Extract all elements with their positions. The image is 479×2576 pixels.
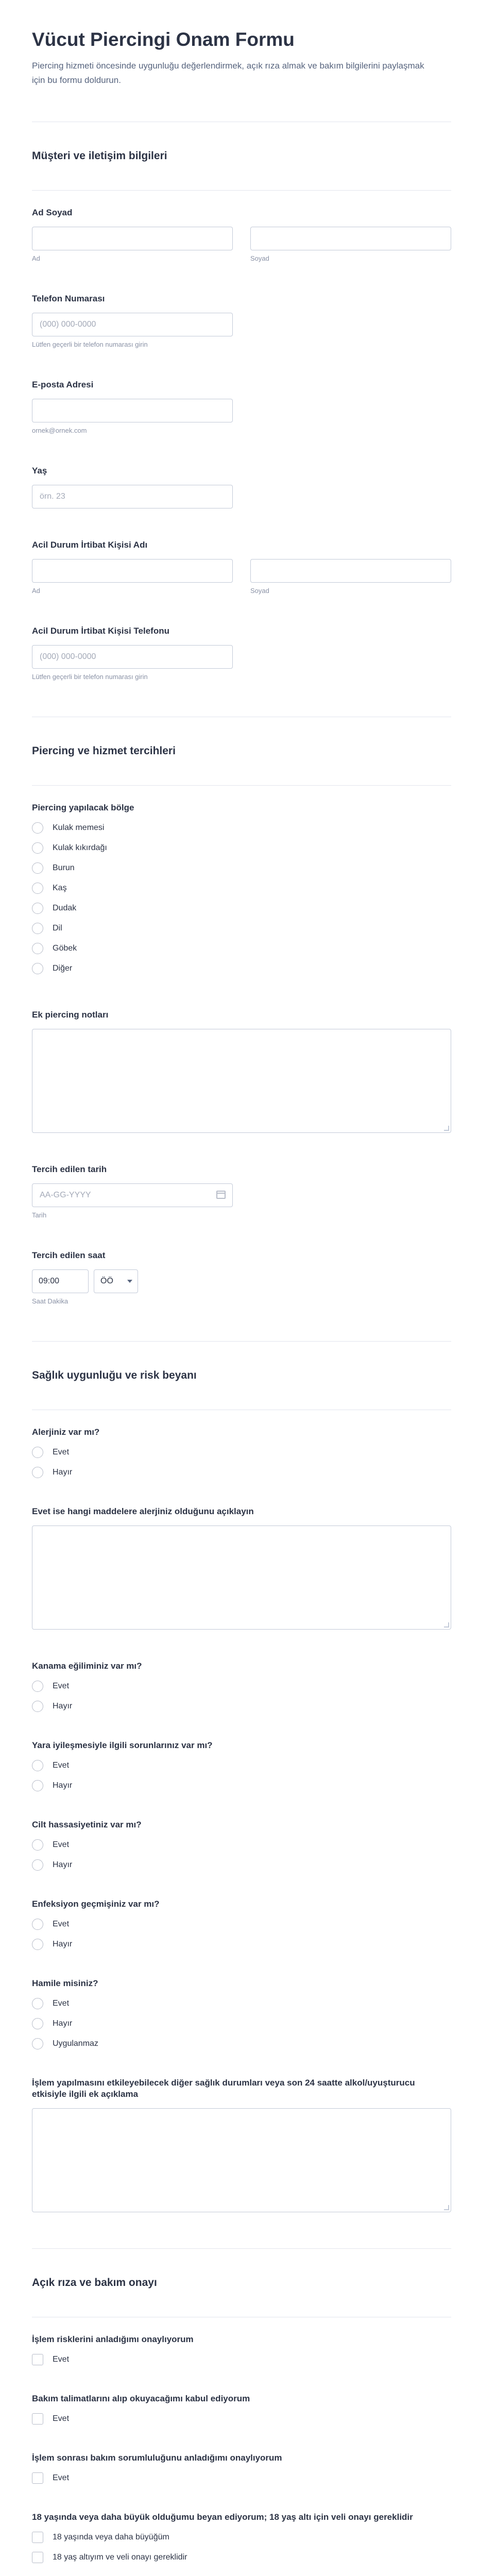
option-evet[interactable] bbox=[32, 1835, 451, 1855]
infection-field bbox=[32, 1899, 451, 1954]
resize-grip-icon[interactable] bbox=[444, 1622, 449, 1628]
option-kas[interactable] bbox=[32, 878, 451, 898]
option-label: Uygulanmaz bbox=[53, 2039, 98, 2048]
emergency-phone-field bbox=[32, 625, 451, 681]
preferred-date-field bbox=[32, 1164, 451, 1219]
radio-button[interactable] bbox=[32, 963, 43, 974]
bleeding-field bbox=[32, 1660, 451, 1716]
field-label: Cilt hassasiyetiniz var mı? bbox=[32, 1820, 142, 1829]
option-label: Hayır bbox=[53, 1860, 73, 1869]
field-label: İşlem yapılmasını etkileyebilecek diğer sağlık durumları veya son 24 saatte alkol/uyuşturucu etkisiyle ilgili ek açıklama bbox=[32, 2078, 415, 2099]
field-label: Ad Soyad bbox=[32, 208, 73, 217]
email-input[interactable] bbox=[32, 399, 233, 422]
full-name-field bbox=[32, 207, 451, 262]
radio-button[interactable] bbox=[32, 1467, 43, 1478]
option-evet[interactable] bbox=[32, 1755, 451, 1775]
field-label: İşlem risklerini anladığımı onaylıyorum bbox=[32, 2334, 194, 2344]
radio-button[interactable] bbox=[32, 1701, 43, 1712]
section-piercing bbox=[32, 717, 451, 1342]
preferred-time-field bbox=[32, 1250, 451, 1305]
option-label: Evet bbox=[53, 1919, 70, 1928]
pregnant-field bbox=[32, 1978, 451, 2054]
radio-button[interactable] bbox=[32, 883, 43, 894]
other-health-textarea[interactable] bbox=[32, 2108, 451, 2212]
radio-button[interactable] bbox=[32, 923, 43, 934]
emergency-first-name-input[interactable] bbox=[32, 559, 233, 583]
ampm-select[interactable] bbox=[94, 1269, 138, 1293]
option-dudak[interactable] bbox=[32, 898, 451, 918]
field-label: Tercih edilen tarih bbox=[32, 1164, 107, 1174]
emergency-phone-input[interactable]: (000) 000-0000 bbox=[32, 645, 233, 669]
ampm-value: ÖÖ bbox=[100, 1277, 113, 1285]
checkbox[interactable] bbox=[32, 2472, 43, 2484]
section-contact bbox=[32, 122, 451, 717]
chevron-down-icon bbox=[127, 1280, 132, 1283]
field-label: 18 yaşında veya daha büyük olduğumu beyan ediyorum; 18 yaş altı için veli onayı gereklidir bbox=[32, 2512, 413, 2522]
option-label: Hayır bbox=[53, 1701, 73, 1710]
sublabel: Saat Dakika bbox=[32, 1297, 69, 1305]
option-hayir[interactable] bbox=[32, 1462, 451, 1482]
radio-button[interactable] bbox=[32, 1859, 43, 1871]
field-label: Enfeksiyon geçmişiniz var mı? bbox=[32, 1899, 160, 1909]
section-title: Piercing ve hizmet tercihleri bbox=[32, 717, 451, 786]
field-label: Telefon Numarası bbox=[32, 294, 105, 303]
option-label: Evet bbox=[53, 1447, 70, 1456]
option-dil[interactable] bbox=[32, 918, 451, 938]
option-kulak-kikirdagi[interactable] bbox=[32, 838, 451, 858]
calendar-icon[interactable] bbox=[216, 1191, 226, 1199]
checkbox[interactable] bbox=[32, 2552, 43, 2563]
option-hayir[interactable] bbox=[32, 2013, 451, 2033]
field-label: Acil Durum İrtibat Kişisi Telefonu bbox=[32, 626, 169, 636]
option-label: Hayır bbox=[53, 2019, 73, 2028]
option-label: Kulak memesi bbox=[53, 823, 105, 832]
other-health-field bbox=[32, 2077, 451, 2212]
radio-button[interactable] bbox=[32, 1998, 43, 2009]
radio-button[interactable] bbox=[32, 822, 43, 834]
option-label: Evet bbox=[53, 1998, 70, 2008]
allergy-detail-textarea[interactable] bbox=[32, 1526, 451, 1630]
option-uygulanmaz[interactable] bbox=[32, 2033, 451, 2054]
field-label: Yaş bbox=[32, 466, 47, 476]
risk-consent-field bbox=[32, 2334, 451, 2369]
option-evet[interactable] bbox=[32, 1676, 451, 1696]
field-label: Ek piercing notları bbox=[32, 1010, 109, 1020]
piercing-notes-field bbox=[32, 1009, 451, 1133]
option-gobek[interactable] bbox=[32, 938, 451, 958]
option-kulak-memesi[interactable] bbox=[32, 818, 451, 838]
sublabel: Soyad bbox=[250, 255, 269, 262]
option-hayir[interactable] bbox=[32, 1934, 451, 1954]
field-label: Tercih edilen saat bbox=[32, 1250, 106, 1260]
responsibility-consent-field bbox=[32, 2452, 451, 2488]
option-label: Evet bbox=[53, 2473, 70, 2482]
option-burun[interactable] bbox=[32, 858, 451, 878]
radio-button[interactable] bbox=[32, 1447, 43, 1458]
field-label: İşlem sonrası bakım sorumluluğunu anladığımı onaylıyorum bbox=[32, 2453, 282, 2463]
radio-button[interactable] bbox=[32, 2038, 43, 2049]
option-minor[interactable] bbox=[32, 2547, 451, 2567]
checkbox[interactable] bbox=[32, 2354, 43, 2365]
piercing-location-field bbox=[32, 802, 451, 978]
radio-button[interactable] bbox=[32, 1681, 43, 1692]
checkbox[interactable] bbox=[32, 2413, 43, 2425]
option-label: Göbek bbox=[53, 943, 77, 953]
sublabel: Ad bbox=[32, 587, 40, 595]
field-label: Kanama eğiliminiz var mı? bbox=[32, 1661, 142, 1671]
emergency-name-field bbox=[32, 539, 451, 595]
section-title: Sağlık uygunluğu ve risk beyanı bbox=[32, 1342, 451, 1410]
option-label: 18 yaşında veya daha büyüğüm bbox=[53, 2532, 169, 2541]
radio-button[interactable] bbox=[32, 1760, 43, 1771]
age-input[interactable]: örn. 23 bbox=[32, 485, 233, 509]
age-confirm-field bbox=[32, 2512, 451, 2567]
field-label: Hamile misiniz? bbox=[32, 1978, 98, 1988]
option-label: Dil bbox=[53, 923, 62, 933]
option-label: Evet bbox=[53, 2354, 70, 2364]
option-hayir[interactable] bbox=[32, 1775, 451, 1795]
skin-field bbox=[32, 1819, 451, 1875]
care-consent-field bbox=[32, 2393, 451, 2429]
sublabel: Lütfen geçerli bir telefon numarası girin bbox=[32, 341, 148, 348]
sublabel: Lütfen geçerli bir telefon numarası girin bbox=[32, 673, 148, 681]
option-label: Evet bbox=[53, 1681, 70, 1690]
radio-button[interactable] bbox=[32, 862, 43, 874]
email-field bbox=[32, 379, 451, 434]
first-name-input[interactable] bbox=[32, 227, 233, 250]
resize-grip-icon[interactable] bbox=[444, 1126, 449, 1131]
healing-field bbox=[32, 1740, 451, 1795]
option-evet[interactable] bbox=[32, 1993, 451, 2013]
phone-input[interactable]: (000) 000-0000 bbox=[32, 313, 233, 336]
option-evet[interactable] bbox=[32, 2409, 451, 2429]
preferred-date-input[interactable]: AA-GG-YYYY bbox=[32, 1183, 233, 1207]
sublabel: Tarih bbox=[32, 1211, 47, 1219]
field-label: Bakım talimatlarını alıp okuyacağımı kabul ediyorum bbox=[32, 2394, 250, 2403]
sublabel: Ad bbox=[32, 255, 40, 262]
option-label: 18 yaş altıyım ve veli onayı gereklidir bbox=[53, 2552, 187, 2562]
time-input[interactable]: 09:00 bbox=[32, 1269, 89, 1293]
phone-field bbox=[32, 293, 451, 348]
option-hayir[interactable] bbox=[32, 1855, 451, 1875]
option-label: Burun bbox=[53, 863, 75, 872]
section-title: Açık rıza ve bakım onayı bbox=[32, 2249, 451, 2317]
option-label: Hayır bbox=[53, 1467, 73, 1477]
field-label: Evet ise hangi maddelere alerjiniz olduğunu açıklayın bbox=[32, 1506, 254, 1516]
section-title: Müşteri ve iletişim bilgileri bbox=[32, 122, 451, 191]
radio-button[interactable] bbox=[32, 1839, 43, 1851]
option-label: Hayır bbox=[53, 1939, 73, 1948]
age-field bbox=[32, 465, 451, 509]
radio-button[interactable] bbox=[32, 1919, 43, 1930]
consent-form bbox=[32, 0, 451, 2576]
option-evet[interactable] bbox=[32, 1914, 451, 1934]
field-label: E-posta Adresi bbox=[32, 380, 94, 389]
radio-button[interactable] bbox=[32, 903, 43, 914]
radio-button[interactable] bbox=[32, 943, 43, 954]
option-label: Dudak bbox=[53, 903, 77, 912]
field-label: Piercing yapılacak bölge bbox=[32, 803, 134, 812]
option-label: Hayır bbox=[53, 1781, 73, 1790]
radio-button[interactable] bbox=[32, 2018, 43, 2029]
option-evet[interactable] bbox=[32, 1442, 451, 1462]
option-label: Kaş bbox=[53, 883, 67, 892]
option-adult[interactable] bbox=[32, 2527, 451, 2547]
option-diger[interactable] bbox=[32, 958, 451, 978]
form-header bbox=[32, 0, 451, 122]
option-evet[interactable] bbox=[32, 2349, 451, 2369]
radio-button[interactable] bbox=[32, 842, 43, 854]
option-evet[interactable] bbox=[32, 2468, 451, 2488]
option-label: Evet bbox=[53, 2414, 70, 2423]
resize-grip-icon[interactable] bbox=[444, 2205, 449, 2210]
field-label: Acil Durum İrtibat Kişisi Adı bbox=[32, 540, 148, 550]
last-name-input[interactable] bbox=[250, 227, 451, 250]
piercing-notes-textarea[interactable] bbox=[32, 1029, 451, 1133]
section-health bbox=[32, 1342, 451, 2249]
field-label: Alerjiniz var mı? bbox=[32, 1427, 100, 1437]
option-label: Kulak kıkırdağı bbox=[53, 843, 107, 852]
radio-button[interactable] bbox=[32, 1780, 43, 1791]
option-label: Diğer bbox=[53, 963, 73, 973]
option-label: Evet bbox=[53, 1760, 70, 1770]
form-description: Piercing hizmeti öncesinde uygunluğu değerlendirmek, açık rıza almak ve bakım bilgilerini paylaşmak için bu formu doldurun. bbox=[32, 61, 424, 85]
field-label: Yara iyileşmesiyle ilgili sorunlarınız var mı? bbox=[32, 1740, 213, 1750]
radio-button[interactable] bbox=[32, 1939, 43, 1950]
checkbox[interactable] bbox=[32, 2532, 43, 2543]
sublabel: ornek@ornek.com bbox=[32, 427, 87, 434]
allergy-field bbox=[32, 1427, 451, 1482]
sublabel: Soyad bbox=[250, 587, 269, 595]
option-label: Evet bbox=[53, 1840, 70, 1849]
form-title: Vücut Piercingi Onam Formu bbox=[32, 29, 295, 50]
section-consent bbox=[32, 2249, 451, 2576]
emergency-last-name-input[interactable] bbox=[250, 559, 451, 583]
option-hayir[interactable] bbox=[32, 1696, 451, 1716]
allergy-detail-field bbox=[32, 1506, 451, 1630]
